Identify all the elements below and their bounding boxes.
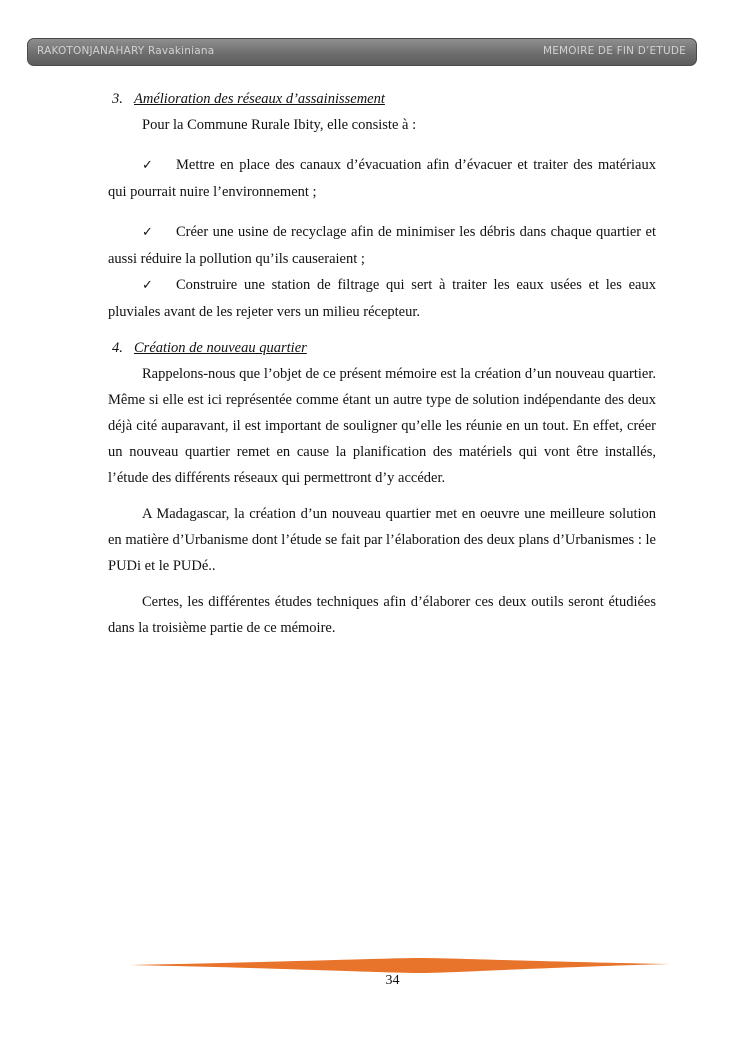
checkmark-icon: ✓	[142, 278, 153, 293]
section-3-number: 3.	[112, 91, 123, 107]
list-item-text: Mettre en place des canaux d’évacuation afin d’évacuer et traiter des matériaux qui pourrait nuire l’environnement ;	[108, 157, 656, 200]
section-4-title: Création de nouveau quartier	[134, 340, 307, 356]
footer-swoosh-decoration	[130, 955, 670, 975]
list-item	[108, 219, 656, 272]
section-4-number: 4.	[112, 340, 123, 356]
list-item-text: Construire une station de filtrage qui sert à traiter les eaux usées et les eaux pluviales avant de les rejeter vers un milieu récepteur.	[108, 277, 656, 320]
page-body	[108, 86, 656, 641]
section-3-title: Amélioration des réseaux d’assainissement	[134, 91, 385, 107]
checkmark-icon: ✓	[142, 158, 153, 173]
section-3-intro: Pour la Commune Rurale Ibity, elle consiste à :	[142, 117, 417, 133]
section-4-paragraph-1: Rappelons-nous que l’objet de ce présent mémoire est la création d’un nouveau quartier. Même si elle est ici représentée comme étant un autre type de solution indépendante des deux déjà cité auparavant, il est important de souligner qu’elle les réunie en un tout. En effet, créer un nouveau quartier remet en cause la planification des matériels qui vont être installés, l’étude des différents réseaux qui permettront d’y accéder.	[108, 366, 656, 486]
running-header	[27, 38, 697, 66]
list-item-text: Créer une usine de recyclage afin de minimiser les débris dans chaque quartier et aussi réduire la pollution qu’ils causeraient ;	[108, 224, 656, 267]
section-4-paragraph-3: Certes, les différentes études techniques afin d’élaborer ces deux outils seront étudiées dans la troisième partie de ce mémoire.	[108, 594, 656, 636]
footer-swoosh-shape	[130, 958, 670, 973]
section-4-paragraph-2: A Madagascar, la création d’un nouveau quartier met en oeuvre une meilleure solution en matière d’Urbanisme dont l’étude se fait par l’élaboration des deux plans d’Urbanismes : le PUDi et le PUDé..	[108, 506, 656, 574]
checkmark-icon: ✓	[142, 225, 153, 240]
section-4-heading	[112, 335, 656, 361]
list-item	[108, 272, 656, 325]
section-3-heading	[112, 86, 656, 112]
header-document-type: MEMOIRE DE FIN D’ETUDE	[542, 45, 686, 57]
header-author: RAKOTONJANAHARY Ravakiniana	[37, 45, 215, 57]
page-number: 34	[385, 973, 400, 988]
list-item	[108, 152, 656, 205]
